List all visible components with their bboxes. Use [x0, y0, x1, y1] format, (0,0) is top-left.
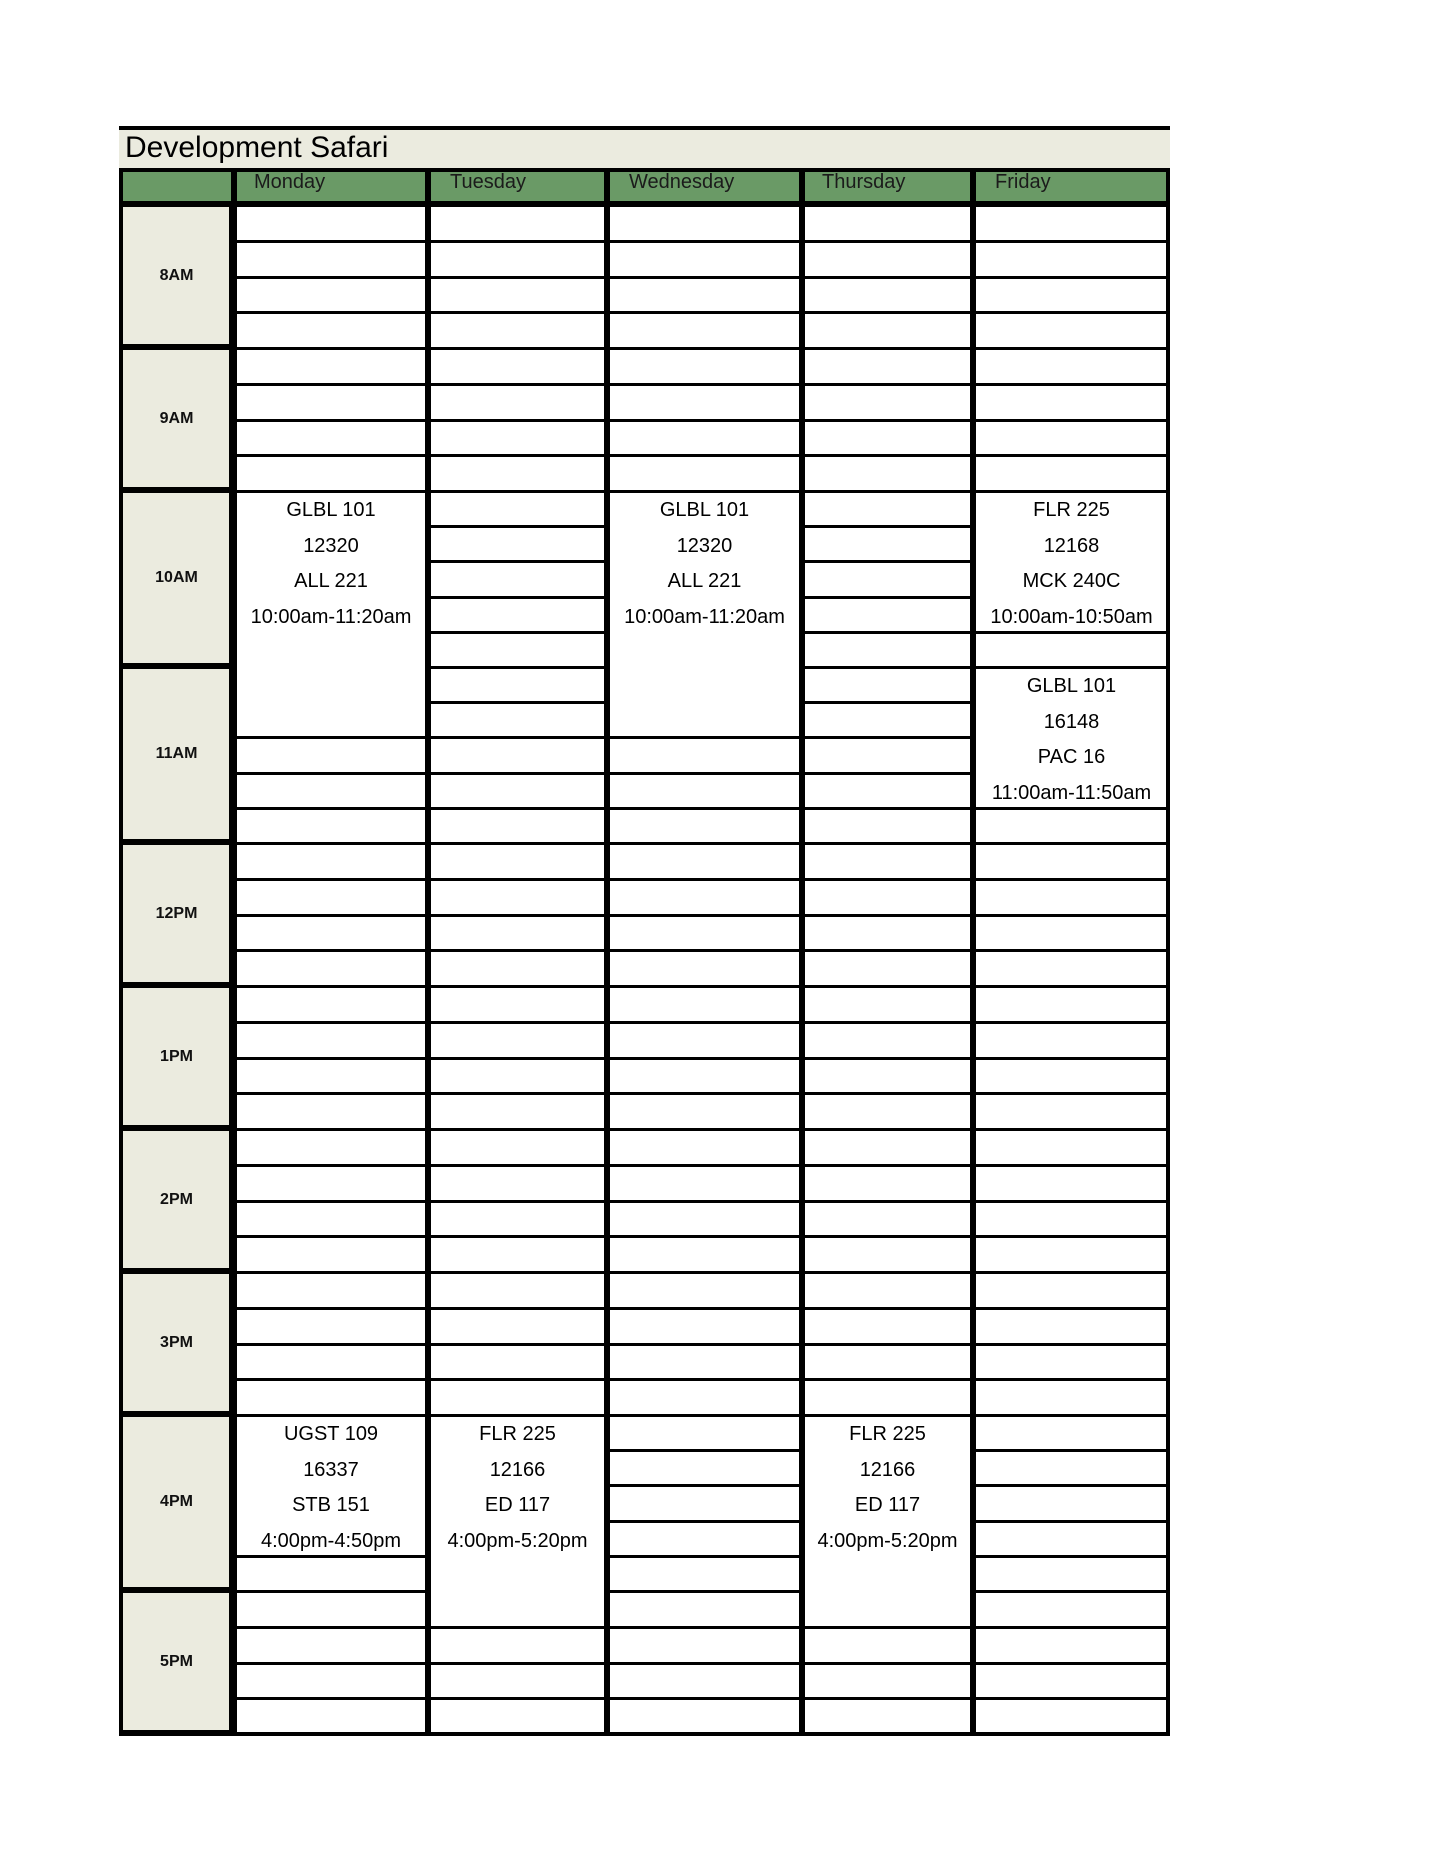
time-slot[interactable] [973, 985, 1170, 1024]
time-slot[interactable] [973, 1343, 1170, 1382]
time-slot[interactable] [607, 985, 802, 1024]
course-crn: 16337 [303, 1458, 359, 1481]
time-slot[interactable] [234, 419, 428, 458]
class-event[interactable] [973, 666, 1170, 810]
time-slot[interactable] [973, 631, 1170, 669]
time-slot[interactable] [607, 1164, 802, 1203]
time-slot[interactable] [428, 490, 607, 528]
time-slot[interactable] [607, 1378, 802, 1417]
time-slot[interactable] [234, 1662, 428, 1701]
time-slot[interactable] [607, 1307, 802, 1346]
time-slot[interactable] [234, 1555, 428, 1593]
time-slot[interactable] [802, 949, 973, 988]
time-slot[interactable] [234, 1200, 428, 1239]
course-room: MCK 240C [1022, 570, 1121, 592]
time-slot[interactable] [428, 772, 607, 810]
time-slot[interactable] [607, 1343, 802, 1382]
class-event[interactable] [607, 490, 802, 739]
time-slot[interactable] [234, 1343, 428, 1382]
time-slot[interactable] [802, 419, 973, 458]
time-slot[interactable] [428, 1021, 607, 1060]
time-slot[interactable] [607, 807, 802, 845]
time-slot[interactable] [973, 1697, 1170, 1736]
time-slot[interactable] [234, 1164, 428, 1203]
course-room: PAC 16 [1037, 746, 1106, 768]
time-slot[interactable] [234, 204, 428, 243]
time-slot[interactable] [607, 1200, 802, 1239]
time-slot[interactable] [802, 1092, 973, 1131]
time-slot[interactable] [973, 1057, 1170, 1096]
time-slot[interactable] [802, 666, 973, 704]
time-slot[interactable] [428, 1307, 607, 1346]
time-slot[interactable] [973, 1414, 1170, 1452]
time-slot[interactable] [428, 240, 607, 279]
time-slot[interactable] [607, 383, 802, 422]
time-slot[interactable] [802, 1128, 973, 1167]
hour-label: 12PM [155, 904, 198, 922]
time-slot[interactable] [428, 1626, 607, 1665]
time-slot[interactable] [428, 454, 607, 493]
time-slot[interactable] [428, 878, 607, 917]
time-slot[interactable] [234, 807, 428, 845]
course-room: ED 117 [854, 1494, 921, 1516]
course-room: ALL 221 [294, 570, 368, 592]
time-slot[interactable] [802, 807, 973, 845]
time-slot[interactable] [973, 949, 1170, 988]
time-slot[interactable] [607, 1057, 802, 1096]
time-slot[interactable] [973, 842, 1170, 881]
time-slot[interactable] [973, 419, 1170, 458]
time-slot[interactable] [802, 454, 973, 493]
time-slot[interactable] [973, 1590, 1170, 1629]
time-slot[interactable] [428, 1057, 607, 1096]
time-slot[interactable] [234, 276, 428, 315]
time-slot[interactable] [428, 842, 607, 881]
time-slot[interactable] [607, 1697, 802, 1736]
time-slot[interactable] [428, 807, 607, 845]
time-slot[interactable] [428, 276, 607, 315]
time-slot[interactable] [428, 1662, 607, 1701]
class-event[interactable] [428, 1414, 607, 1629]
time-slot[interactable] [802, 276, 973, 315]
time-slot[interactable] [607, 1092, 802, 1131]
time-slot[interactable] [607, 347, 802, 386]
time-slot[interactable] [428, 596, 607, 634]
time-slot[interactable] [802, 1307, 973, 1346]
time-slot[interactable] [973, 347, 1170, 386]
time-slot[interactable] [973, 1092, 1170, 1131]
hour-label: 1PM [160, 1047, 193, 1065]
time-slot[interactable] [428, 560, 607, 598]
time-slot[interactable] [973, 1307, 1170, 1346]
time-slot[interactable] [973, 204, 1170, 243]
time-slot[interactable] [607, 772, 802, 810]
time-slot[interactable] [973, 1021, 1170, 1060]
course-crn: 12168 [1043, 534, 1100, 557]
course-room: STB 151 [292, 1494, 370, 1516]
course-room: ED 117 [484, 1494, 551, 1516]
time-slot[interactable] [607, 1590, 802, 1629]
time-slot[interactable] [607, 914, 802, 953]
time-slot[interactable] [802, 878, 973, 917]
course-code: GLBL 101 [1026, 675, 1117, 697]
time-slot[interactable] [973, 914, 1170, 953]
time-slot[interactable] [428, 631, 607, 669]
time-slot[interactable] [973, 1662, 1170, 1701]
time-slot[interactable] [973, 807, 1170, 845]
time-slot[interactable] [802, 1057, 973, 1096]
time-slot[interactable] [607, 1555, 802, 1593]
time-slot[interactable] [428, 1128, 607, 1167]
time-slot[interactable] [428, 1343, 607, 1382]
course-time: 4:00pm-5:20pm [447, 1529, 588, 1552]
time-slot[interactable] [802, 1235, 973, 1274]
time-slot[interactable] [802, 985, 973, 1024]
time-slot[interactable] [607, 419, 802, 458]
class-event[interactable] [234, 490, 428, 739]
class-event[interactable] [234, 1414, 428, 1558]
day-header-label: Thursday [822, 171, 906, 193]
course-code: FLR 225 [849, 1423, 926, 1445]
time-slot[interactable] [234, 1590, 428, 1629]
course-time: 10:00am-10:50am [990, 605, 1153, 628]
time-slot[interactable] [607, 1235, 802, 1274]
time-slot[interactable] [973, 1128, 1170, 1167]
time-slot[interactable] [607, 1449, 802, 1487]
time-slot[interactable] [802, 1271, 973, 1310]
time-slot[interactable] [234, 347, 428, 386]
time-slot[interactable] [973, 454, 1170, 493]
time-slot[interactable] [234, 1378, 428, 1417]
time-slot[interactable] [973, 276, 1170, 315]
time-slot[interactable] [607, 1484, 802, 1522]
schedule-title: Development Safari [125, 131, 389, 164]
time-slot[interactable] [802, 311, 973, 350]
time-slot[interactable] [607, 1662, 802, 1701]
time-slot[interactable] [973, 383, 1170, 422]
time-slot[interactable] [802, 1200, 973, 1239]
course-code: FLR 225 [1033, 499, 1110, 521]
time-slot[interactable] [428, 1235, 607, 1274]
time-slot[interactable] [802, 204, 973, 243]
course-time: 11:00am-11:50am [991, 781, 1152, 804]
time-slot[interactable] [234, 914, 428, 953]
time-slot[interactable] [607, 204, 802, 243]
time-slot[interactable] [802, 1626, 973, 1665]
time-slot[interactable] [802, 240, 973, 279]
time-slot[interactable] [234, 736, 428, 774]
time-slot[interactable] [802, 383, 973, 422]
hour-label: 8AM [159, 266, 194, 284]
time-slot[interactable] [234, 985, 428, 1024]
time-slot[interactable] [607, 842, 802, 881]
time-slot[interactable] [973, 1235, 1170, 1274]
day-header-label: Monday [254, 171, 326, 193]
time-slot[interactable] [802, 736, 973, 774]
time-slot[interactable] [428, 311, 607, 350]
time-slot[interactable] [234, 842, 428, 881]
time-slot[interactable] [428, 985, 607, 1024]
time-slot[interactable] [234, 1092, 428, 1131]
time-slot[interactable] [234, 1235, 428, 1274]
time-slot[interactable] [802, 631, 973, 669]
time-slot[interactable] [428, 1271, 607, 1310]
time-slot[interactable] [973, 878, 1170, 917]
time-slot[interactable] [428, 383, 607, 422]
time-slot[interactable] [802, 1343, 973, 1382]
hour-label: 5PM [160, 1652, 193, 1670]
time-slot[interactable] [234, 878, 428, 917]
time-slot[interactable] [607, 1271, 802, 1310]
time-slot[interactable] [428, 1200, 607, 1239]
time-slot[interactable] [973, 1555, 1170, 1593]
time-slot[interactable] [973, 1164, 1170, 1203]
time-slot[interactable] [428, 701, 607, 739]
class-event[interactable] [802, 1414, 973, 1629]
day-header-label: Tuesday [450, 171, 526, 193]
time-slot[interactable] [802, 490, 973, 528]
time-slot[interactable] [428, 1092, 607, 1131]
course-room: ALL 221 [667, 570, 742, 592]
course-code: GLBL 101 [659, 499, 750, 521]
time-slot[interactable] [607, 276, 802, 315]
day-header-label: Wednesday [629, 171, 735, 193]
time-slot[interactable] [802, 525, 973, 563]
time-slot[interactable] [802, 1164, 973, 1203]
time-slot[interactable] [802, 1378, 973, 1417]
time-slot[interactable] [428, 1697, 607, 1736]
time-slot[interactable] [607, 1520, 802, 1558]
time-slot[interactable] [428, 204, 607, 243]
course-code: UGST 109 [283, 1423, 379, 1445]
time-slot[interactable] [428, 949, 607, 988]
time-slot[interactable] [234, 1626, 428, 1665]
time-slot[interactable] [234, 383, 428, 422]
hour-label: 9AM [159, 409, 194, 427]
time-slot[interactable] [607, 1021, 802, 1060]
time-slot[interactable] [973, 1271, 1170, 1310]
time-slot[interactable] [802, 1021, 973, 1060]
time-slot[interactable] [428, 1378, 607, 1417]
time-slot[interactable] [973, 1378, 1170, 1417]
time-slot[interactable] [234, 1307, 428, 1346]
hour-label: 10AM [155, 569, 198, 586]
time-slot[interactable] [234, 1128, 428, 1167]
time-slot[interactable] [802, 560, 973, 598]
time-slot[interactable] [802, 842, 973, 881]
course-code: GLBL 101 [286, 499, 376, 521]
day-header-label: Friday [995, 171, 1051, 193]
time-slot[interactable] [802, 596, 973, 634]
time-slot[interactable] [607, 878, 802, 917]
course-code: FLR 225 [479, 1423, 556, 1445]
time-slot[interactable] [973, 240, 1170, 279]
time-slot[interactable] [973, 1626, 1170, 1665]
time-slot[interactable] [973, 1449, 1170, 1487]
time-slot[interactable] [802, 1662, 973, 1701]
hour-label: 11AM [155, 745, 198, 762]
time-slot[interactable] [234, 454, 428, 493]
time-slot[interactable] [802, 701, 973, 739]
time-slot[interactable] [607, 949, 802, 988]
header-corner-cell [119, 168, 234, 204]
course-time: 4:00pm-5:20pm [817, 1529, 958, 1552]
time-slot[interactable] [973, 1200, 1170, 1239]
time-slot[interactable] [802, 347, 973, 386]
hour-label: 3PM [160, 1333, 193, 1351]
time-slot[interactable] [428, 347, 607, 386]
time-slot[interactable] [973, 311, 1170, 350]
time-slot[interactable] [802, 1697, 973, 1736]
time-slot[interactable] [428, 666, 607, 704]
time-slot[interactable] [607, 1414, 802, 1452]
time-slot[interactable] [428, 736, 607, 774]
time-slot[interactable] [234, 1057, 428, 1096]
time-slot[interactable] [234, 1697, 428, 1736]
time-slot[interactable] [234, 240, 428, 279]
course-crn: 16148 [1043, 710, 1100, 733]
time-slot[interactable] [973, 1520, 1170, 1558]
time-slot[interactable] [234, 311, 428, 350]
time-slot[interactable] [973, 1484, 1170, 1522]
hour-label: 2PM [160, 1190, 193, 1208]
time-slot[interactable] [428, 914, 607, 953]
time-slot[interactable] [607, 1128, 802, 1167]
time-slot[interactable] [607, 1626, 802, 1665]
time-slot[interactable] [802, 772, 973, 810]
course-crn: 12320 [303, 534, 359, 557]
course-crn: 12166 [489, 1458, 546, 1481]
time-slot[interactable] [607, 311, 802, 350]
time-slot[interactable] [234, 949, 428, 988]
time-slot[interactable] [234, 772, 428, 810]
course-time: 10:00am-11:20am [250, 605, 412, 628]
time-slot[interactable] [428, 525, 607, 563]
time-slot[interactable] [607, 240, 802, 279]
course-time: 10:00am-11:20am [624, 605, 785, 628]
time-slot[interactable] [428, 419, 607, 458]
course-time: 4:00pm-4:50pm [260, 1529, 402, 1552]
time-slot[interactable] [428, 1164, 607, 1203]
time-slot[interactable] [802, 914, 973, 953]
time-slot[interactable] [607, 454, 802, 493]
time-slot[interactable] [234, 1021, 428, 1060]
class-event[interactable] [973, 490, 1170, 634]
time-slot[interactable] [607, 736, 802, 774]
course-crn: 12166 [859, 1458, 916, 1481]
hour-label: 4PM [160, 1493, 193, 1510]
time-slot[interactable] [234, 1271, 428, 1310]
course-crn: 12320 [676, 534, 733, 557]
